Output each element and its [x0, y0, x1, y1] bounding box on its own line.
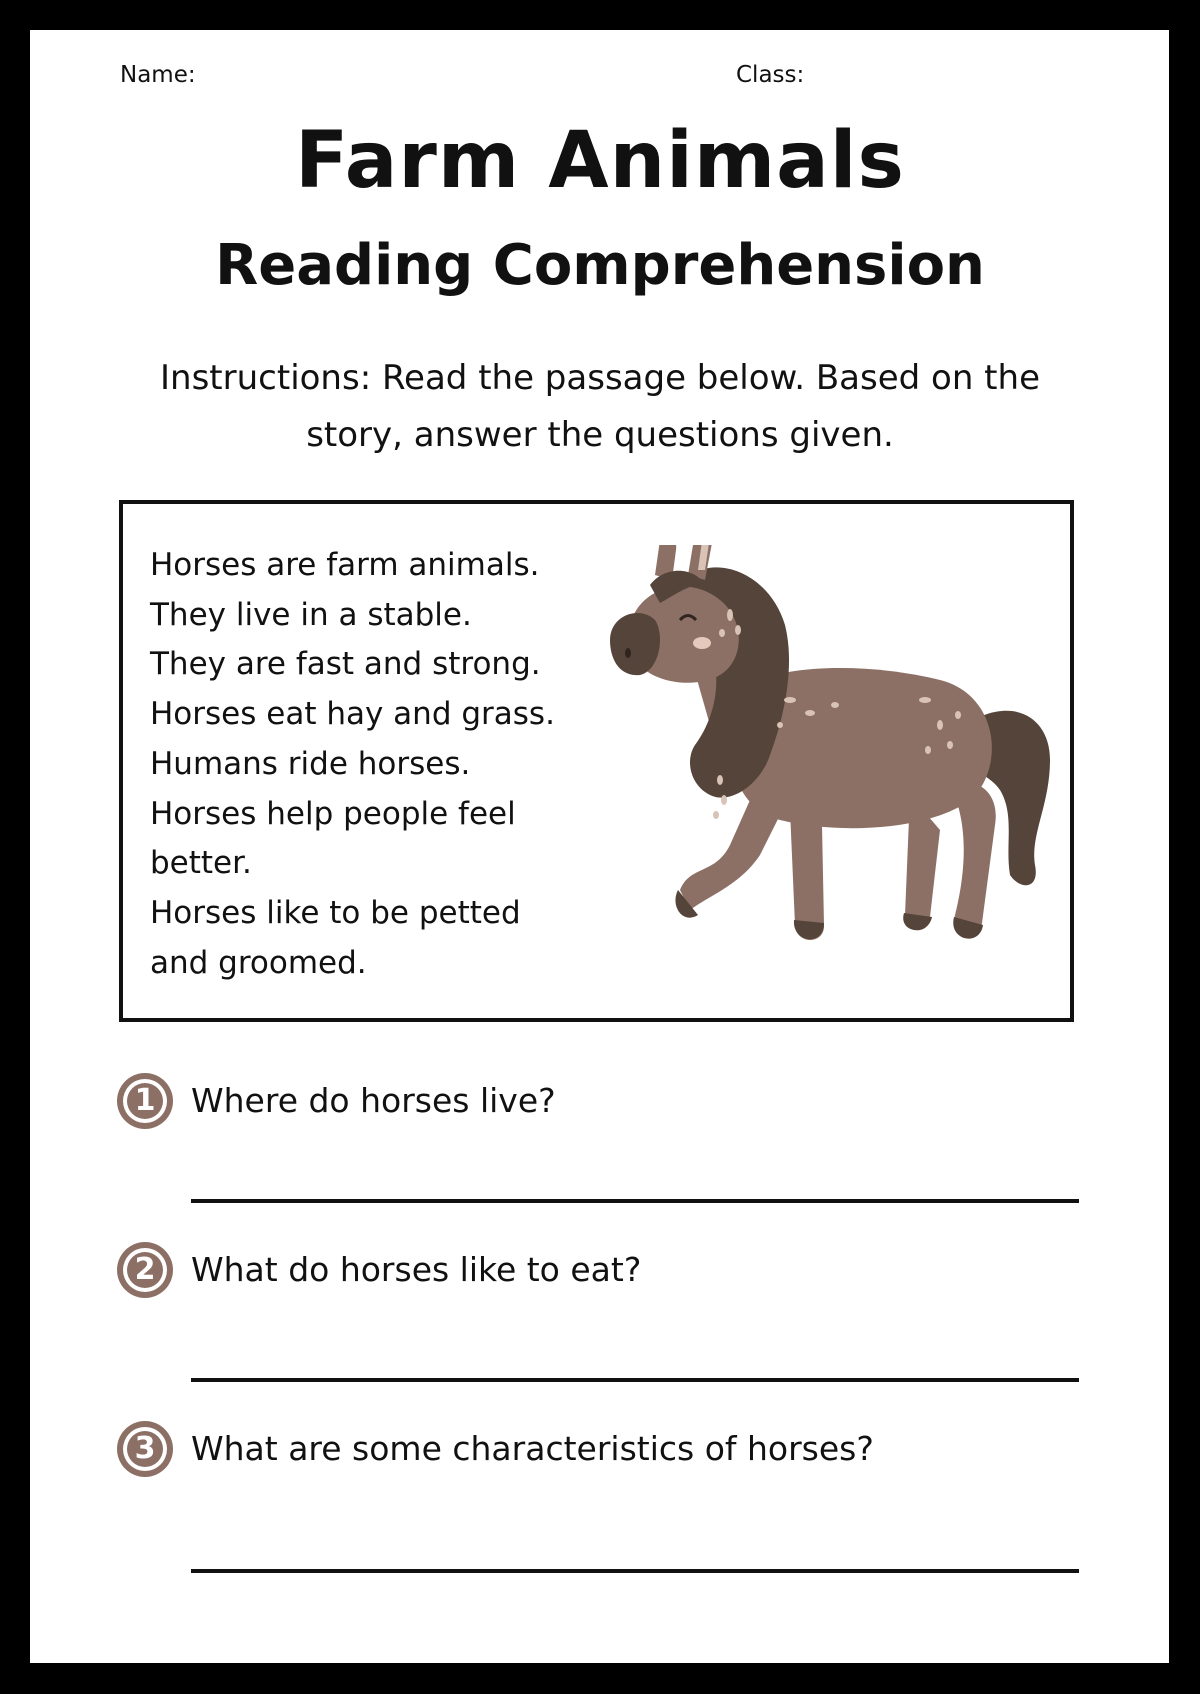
- passage-line: Horses are farm animals.: [150, 547, 540, 583]
- answer-line: [191, 1199, 1079, 1203]
- question-number: 2: [127, 1252, 163, 1288]
- answer-line: [191, 1569, 1079, 1573]
- number-3-badge-icon: [117, 1421, 173, 1477]
- question-1: [117, 1073, 1087, 1133]
- class-label: Class:: [736, 62, 805, 88]
- passage-line: Horses like to be petted: [150, 894, 521, 931]
- question-3: [117, 1421, 1087, 1481]
- page-subtitle: Reading Comprehension: [215, 233, 985, 298]
- question-text: Where do horses live?: [191, 1081, 556, 1120]
- passage-line: and groomed.: [150, 944, 367, 981]
- question-text: What are some characteristics of horses?: [191, 1429, 874, 1468]
- number-2-badge-icon: [117, 1242, 173, 1298]
- passage-line: Humans ride horses.: [150, 745, 471, 782]
- page-title: Farm Animals: [295, 116, 905, 206]
- name-label: Name:: [120, 62, 196, 88]
- instructions-text: Instructions: Read the passage below. Based on the story, answer the questions given.: [160, 358, 1040, 455]
- question-number: 3: [127, 1431, 163, 1467]
- number-1-badge-icon: [117, 1073, 173, 1129]
- question-2: [117, 1242, 1087, 1302]
- passage-line: better.: [150, 845, 252, 882]
- passage-text: [150, 541, 590, 988]
- question-number: 1: [127, 1083, 163, 1119]
- passage-line: Horses eat hay and grass.: [150, 696, 555, 733]
- passage-line: They live in a stable.: [150, 596, 472, 633]
- passage-line: Horses help people feel: [150, 795, 516, 832]
- answer-line: [191, 1378, 1079, 1382]
- horse-illustration-icon: [610, 545, 1060, 985]
- passage-line: They are fast and strong.: [150, 646, 541, 683]
- question-text: What do horses like to eat?: [191, 1250, 642, 1289]
